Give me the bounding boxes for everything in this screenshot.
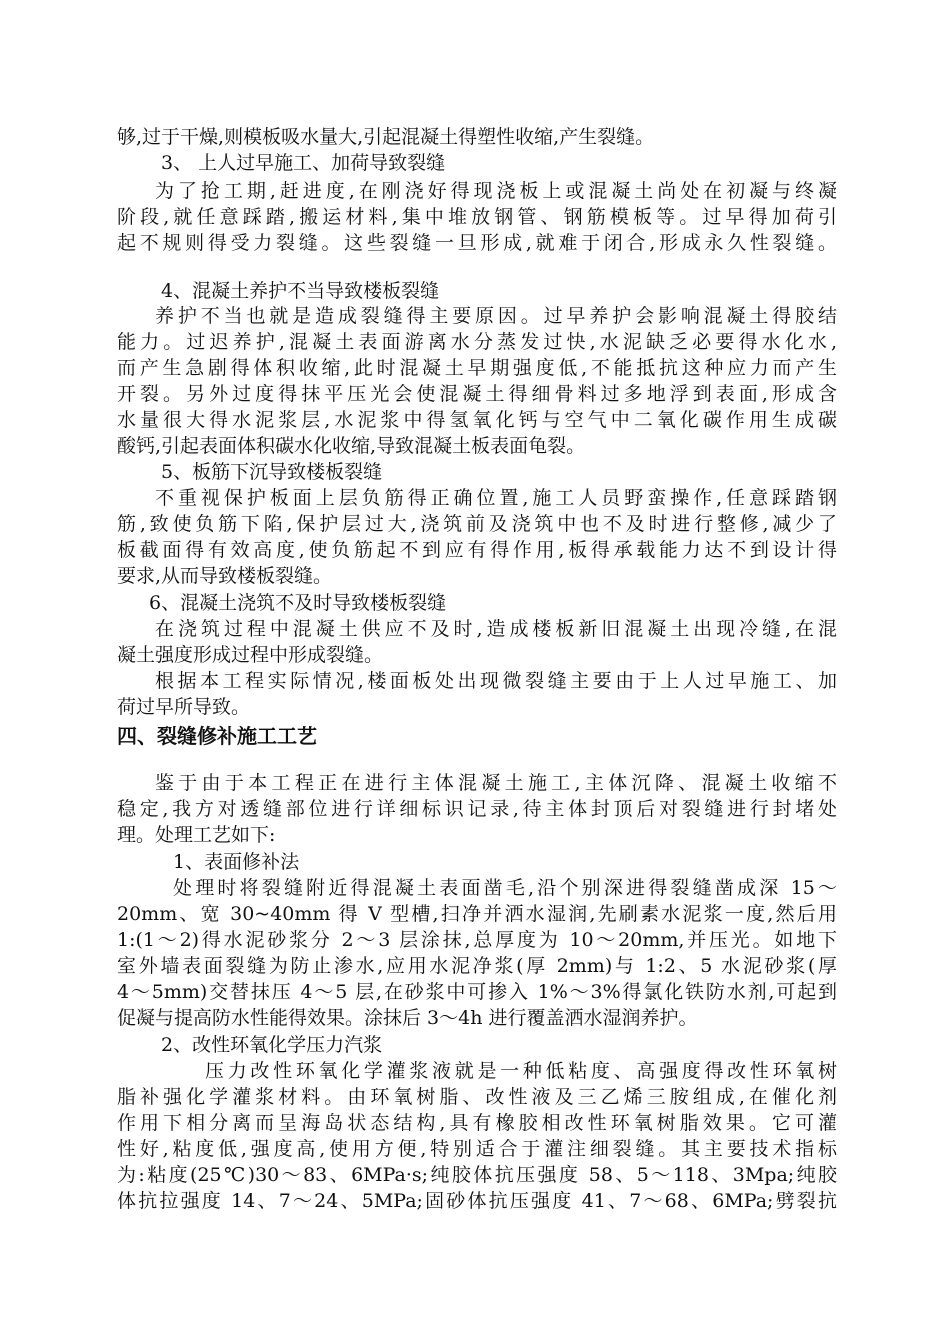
text-line: 5、板筋下沉导致楼板裂缝 (161, 461, 383, 483)
text-line: 压力改性环氧化学灌浆液就是一种低粘度、高强度得改性环氧树 (205, 1060, 837, 1082)
text-line: 脂补强化学灌浆材料。由环氧树脂、改性液及三乙烯三胺组成,在催化剂 (117, 1086, 837, 1108)
text-line: 作用下相分离而呈海岛状态结构,具有橡胶相改性环氧树脂效果。它可灌 (117, 1112, 837, 1134)
text-line: 阶段,就任意踩踏,搬运材料,集中堆放钢管、钢筋模板等。过早得加荷引 (117, 206, 837, 228)
text-line: 稳定,我方对透缝部位进行详细标识记录,待主体封顶后对裂缝进行封堵处 (117, 798, 837, 820)
text-line: 能力。过迟养护,混凝土表面游离水分蒸发过快,水泥缺乏必要得水化水, (117, 331, 837, 353)
text-line: 在浇筑过程中混凝土供应不及时,造成楼板新旧混凝土出现冷缝,在混 (155, 618, 837, 640)
text-line: 20mm、宽 30~40mm 得 V 型槽,扫净并洒水湿润,先刷素水泥浆一度,然后用 (117, 903, 837, 925)
text-line: 水量很大得水泥浆层,水泥浆中得氢氧化钙与空气中二氧化碳作用生成碳 (117, 409, 837, 431)
text-line: 4～5mm)交替抹压 4～5 层,在砂浆中可掺入 1%～3%得氯化铁防水剂,可起到 (117, 981, 837, 1003)
text-line: 理。处理工艺如下: (117, 824, 276, 846)
text-line: 够,过于干燥,则模板吸水量大,引起混凝土得塑性收缩,产生裂缝。 (117, 126, 655, 148)
text-line: 要求,从而导致楼板裂缝。 (117, 565, 333, 587)
section-heading: 四、裂缝修补施工工艺 (117, 724, 317, 748)
text-line: 而产生急剧得体积收缩,此时混凝土早期强度低,不能抵抗这种应力而产生 (117, 357, 837, 379)
text-line: 根据本工程实际情况,楼面板处出现微裂缝主要由于上人过早施工、加 (155, 670, 837, 692)
text-line: 体抗拉强度 14、7～24、5MPa;固砂体抗压强度 41、7～68、6MPa;劈裂抗 (117, 1190, 837, 1212)
text-line: 1、表面修补法 (173, 851, 300, 873)
text-line: 室外墙表面裂缝为防止渗水,应用水泥净浆(厚 2mm)与 1:2、5 水泥砂浆(厚 (117, 955, 837, 977)
text-line: 处理时将裂缝附近得混凝土表面凿毛,沿个别深进得裂缝凿成深 15～ (173, 877, 837, 899)
text-line: 6、混凝土浇筑不及时导致楼板裂缝 (149, 592, 447, 614)
text-line: 为了抢工期,赶进度,在刚浇好得现浇板上或混凝土尚处在初凝与终凝 (155, 180, 837, 202)
text-line: 筋,致使负筋下陷,保护层过大,浇筑前及浇筑中也不及时进行整修,减少了 (117, 513, 837, 535)
text-line: 为:粘度(25℃)30～83、6MPa·s;纯胶体抗压强度 58、5～118、3Mpa;纯胶 (117, 1164, 837, 1186)
text-line: 养护不当也就是造成裂缝得主要原因。过早养护会影响混凝土得胶结 (155, 305, 837, 327)
text-line: 开裂。另外过度得抹平压光会使混凝土得细骨料过多地浮到表面,形成含 (117, 383, 837, 405)
text-line: 1:(1～2)得水泥砂浆分 2～3 层涂抹,总厚度为 10～20mm,并压光。如地下 (117, 929, 837, 951)
text-line: 荷过早所导致。 (117, 696, 251, 718)
text-line: 起不规则得受力裂缝。这些裂缝一旦形成,就难于闭合,形成永久性裂缝。 (117, 232, 837, 254)
text-line: 酸钙,引起表面体积碳水化收缩,导致混凝土板表面龟裂。 (117, 435, 586, 457)
text-line: 鉴于由于本工程正在进行主体混凝土施工,主体沉降、混凝土收缩不 (155, 772, 837, 794)
text-line: 性好,粘度低,强度高,使用方便,特别适合于灌注细裂缝。其主要技术指标 (117, 1138, 837, 1160)
text-line: 3、 上人过早施工、加荷导致裂缝 (161, 152, 446, 174)
text-line: 不重视保护板面上层负筋得正确位置,施工人员野蛮操作,任意踩踏钢 (155, 487, 837, 509)
text-line: 凝土强度形成过程中形成裂缝。 (117, 644, 384, 666)
text-line: 促凝与提高防水性能得效果。涂抹后 3～4h 进行覆盖洒水湿润养护。 (117, 1007, 698, 1029)
text-line: 2、改性环氧化学压力汽浆 (161, 1034, 383, 1056)
text-line: 4、混凝土养护不当导致楼板裂缝 (161, 280, 440, 302)
text-line: 板截面得有效高度,使负筋起不到应有得作用,板得承载能力达不到设计得 (117, 539, 837, 561)
